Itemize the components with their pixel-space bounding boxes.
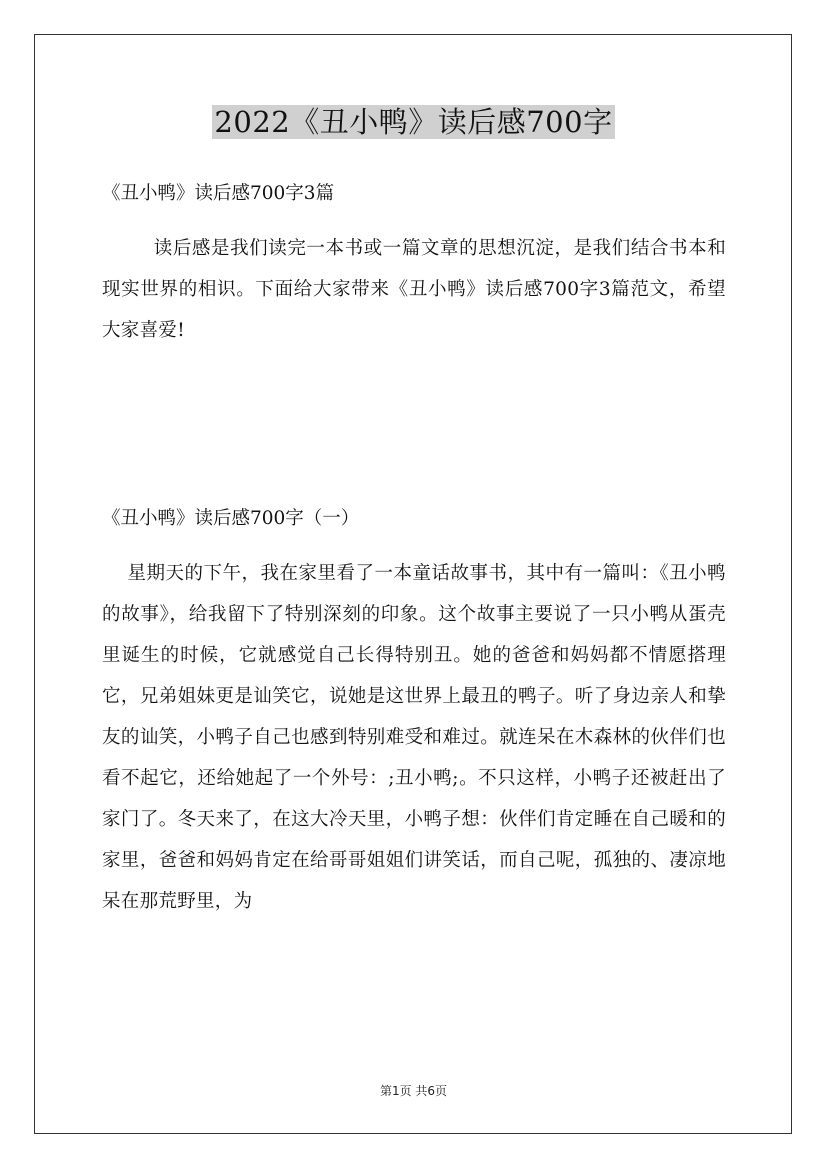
document-title-text: 2022《丑小鸭》读后感700字 [214,105,613,139]
section-body-paragraph: 星期天的下午，我在家里看了一本童话故事书，其中有一篇叫：《丑小鸭的故事》，给我留下了特别深刻的印象。这个故事主要说了一只小鸭从蛋壳里诞生的时候，它就感觉自己长得特别丑。她的爸爸和妈妈都不情愿搭理它，兄弟姐妹更是讪笑它，说她是这世界上最丑的鸭子。听了身边亲人和挚友的讪笑，小鸭子自己也感到特别难受和难过。就连呆在木森林的伙伴们也看不起它，还给她起了一个外号：;丑小鸭;。不只这样，小鸭子还被赶出了家门了。冬天来了，在这大冷天里，小鸭子想：伙伴们肯定睡在自己暖和的家里，爸爸和妈妈肯定在给哥哥姐姐们讲笑话，而自己呢，孤独的、凄凉地呆在那荒野里，为 [102,563,726,912]
section-heading: 《丑小鸭》读后感700字（一） [102,508,360,529]
document-subtitle: 《丑小鸭》读后感700字3篇 [102,183,335,204]
intro-paragraph: 读后感是我们读完一本书或一篇文章的思想沉淀，是我们结合书本和现实世界的相识。下面给大家带来《丑小鸭》读后感700字3篇范文，希望大家喜爱! [102,238,726,341]
page-number-footer: 第1页 共6页 [379,1084,448,1098]
document-title [0,100,827,144]
